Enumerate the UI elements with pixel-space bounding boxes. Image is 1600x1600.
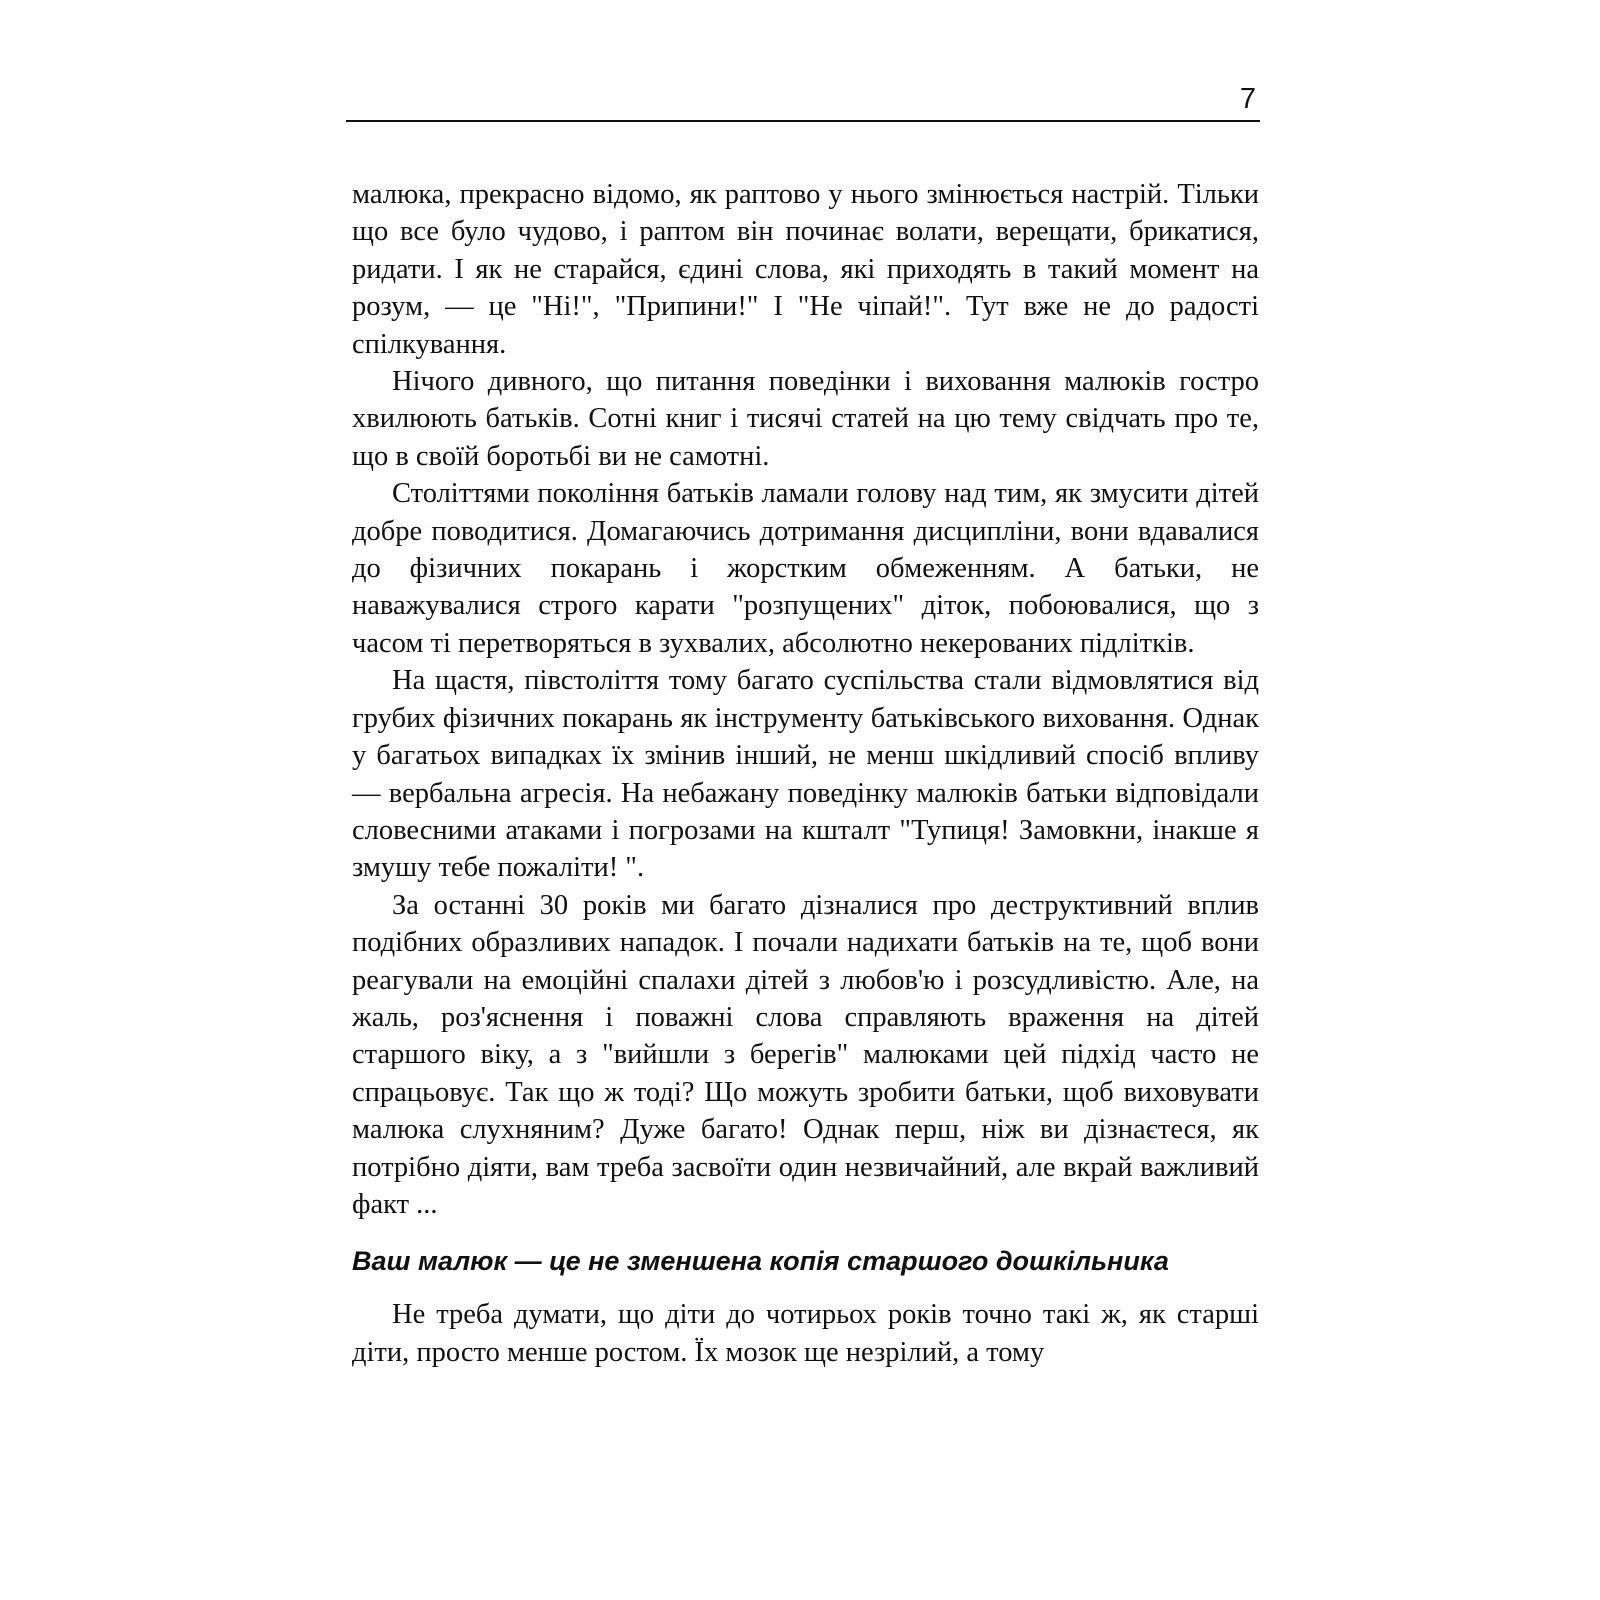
paragraph-continuation: малюка, прекрасно відомо, як раптово у нього змінюється настрій. Тільки що все було чудово, і раптом він починає волати, верещати, брикатися, ридати. І як не старайся, єдині слова, які приходять в такий момент на розум, — це "Ні!", "Припини!" І "Не чіпай!". Тут вже не до радості спілкування. xyxy=(352,179,1259,360)
page-number: 7 xyxy=(1239,83,1256,115)
paragraph: Нічого дивного, що питання поведінки і виховання малюків гостро хвилюють батьків. Сотні книг і тисячі статей на цю тему свідчать про те, що в своїй боротьбі ви не самотні. xyxy=(352,366,1259,472)
header-rule xyxy=(346,120,1260,122)
paragraph: За останні 30 років ми багато дізналися про деструктивний вплив подібних образливих нападок. І почали надихати батьків на те, щоб вони реагували на емоційні спалахи дітей з любов'ю і розсудливістю. Але, на жаль, роз'яснення і поважні слова справляють враження на дітей старшого віку, а з "вийшли з берегів" малюками цей підхід часто не спрацьовує. Так що ж тоді? Що можуть зробити батьки, щоб виховувати малюка слухняним? Дуже багато! Однак перш, ніж ви дізнаєтеся, як потрібно діяти, вам треба засвоїти один незвичайний, але вкрай важливий факт ... xyxy=(352,889,1259,1220)
text-column xyxy=(352,176,1259,1371)
section-heading: Ваш малюк — це не зменшена копія старшого дошкільника xyxy=(352,1246,1169,1277)
paragraph: Століттями покоління батьків ламали голову над тим, як змусити дітей добре поводитися. Домагаючись дотримання дисципліни, вони вдавалися до фізичних покарань і жорстким обмеженням. А батьки, не наважувалися строго карати "розпущених" діток, побоювалися, що з часом ті перетворяться в зухвалих, абсолютно некерованих підлітків. xyxy=(352,478,1259,659)
paragraph: На щастя, півстоліття тому багато суспільства стали відмовлятися від грубих фізичних покарань як інструменту батьківського виховання. Однак у багатьох випадках їх змінив інший, не менш шкідливий спосіб впливу — вербальна агресія. На небажану поведінку малюків батьки відповідали словесними атаками і погрозами на кшталт "Тупиця! Замовкни, інакше я змушу тебе пожаліти! ". xyxy=(352,665,1259,884)
paragraph: Не треба думати, що діти до чотирьох років точно такі ж, як старші діти, просто менше ростом. Їх мозок ще незрілий, а тому xyxy=(352,1299,1259,1368)
